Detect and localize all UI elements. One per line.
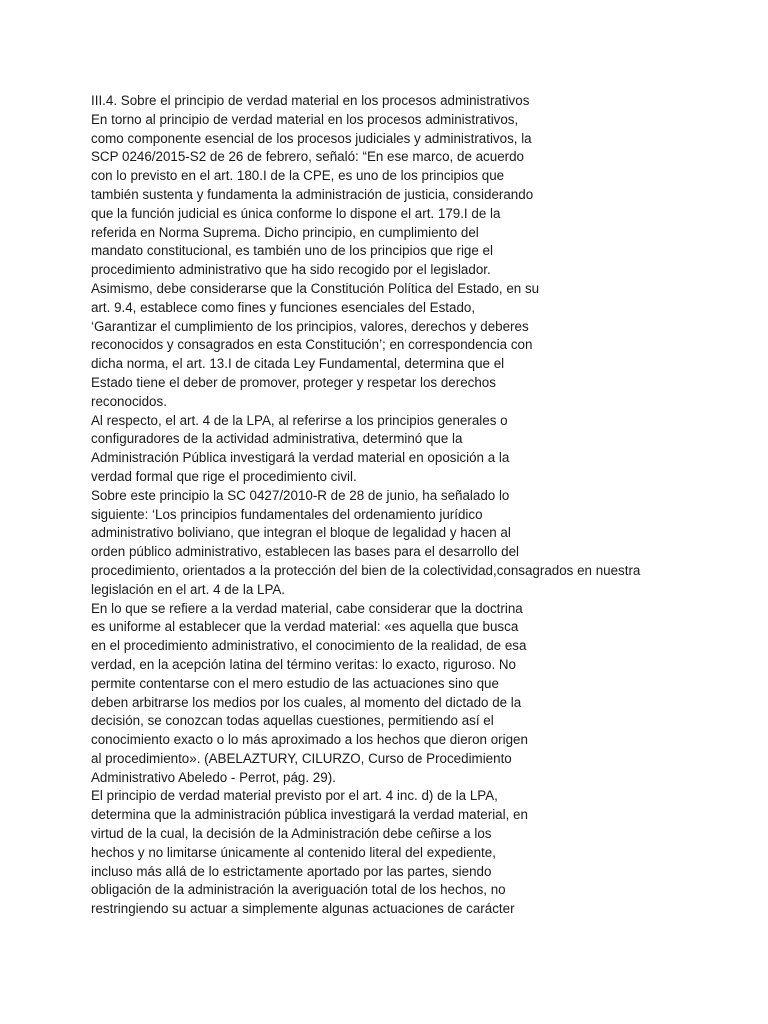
text-line: permite contentarse con el mero estudio de las actuaciones sino que	[91, 675, 499, 691]
text-line: El principio de verdad material previsto por el art. 4 inc. d) de la LPA,	[91, 788, 498, 804]
text-line: siguiente: ‘Los principios fundamentales del ordenamiento jurídico	[91, 506, 483, 522]
text-line: Estado tiene el deber de promover, proteger y respetar los derechos	[91, 374, 496, 390]
text-line: también sustenta y fundamenta la administración de justicia, considerando	[91, 186, 534, 202]
text-line: verdad formal que rige el procedimiento civil.	[91, 468, 357, 484]
text-line: reconocidos.	[91, 393, 167, 409]
text-line: verdad, en la acepción latina del término veritas: lo exacto, riguroso. No	[91, 656, 517, 672]
text-line: Administrativo Abeledo - Perrot, pág. 29).	[91, 769, 336, 785]
text-line: configuradores de la actividad administrativa, determinó que la	[91, 431, 463, 447]
text-line: virtud de la cual, la decisión de la Administración debe ceñirse a los	[91, 826, 492, 842]
text-line: dicha norma, el art. 13.I de citada Ley Fundamental, determina que el	[91, 356, 505, 372]
text-line: restringiendo su actuar a simplemente algunas actuaciones de carácter	[91, 901, 515, 917]
text-line: conocimiento exacto o lo más aproximado a los hechos que dieron origen	[91, 732, 528, 748]
text-line: administrativo boliviano, que integran el bloque de legalidad y hacen al	[91, 525, 511, 541]
text-line: III.4. Sobre el principio de verdad material en los procesos administrativos	[91, 93, 530, 108]
text-line: Administración Pública investigará la verdad material en oposición a la	[91, 450, 510, 466]
text-line: SCP 0246/2015-S2 de 26 de febrero, señaló: “En ese marco, de acuerdo	[91, 149, 524, 165]
text-line: en el procedimiento administrativo, el conocimiento de la realidad, de esa	[91, 638, 527, 654]
document-body	[91, 92, 761, 919]
text-line: como componente esencial de los procesos judiciales y administrativos, la	[91, 130, 532, 146]
text-line: Sobre este principio la SC 0427/2010-R de 28 de junio, ha señalado lo	[91, 487, 510, 503]
text-line: ‘Garantizar el cumplimiento de los principios, valores, derechos y deberes	[91, 318, 529, 334]
text-line: procedimiento administrativo que ha sido recogido por el legislador.	[91, 262, 491, 278]
text-line: legislación en el art. 4 de la LPA.	[91, 581, 286, 597]
text-line: decisión, se conozcan todas aquellas cuestiones, permitiendo así el	[91, 713, 494, 729]
text-line: mandato constitucional, es también uno de los principios que rige el	[91, 243, 493, 259]
text-line: En torno al principio de verdad material en los procesos administrativos,	[91, 111, 519, 127]
text-line: con lo previsto en el art. 180.I de la CPE, es uno de los principios que	[91, 168, 505, 184]
text-line: incluso más allá de lo estrictamente aportado por las partes, siendo	[91, 863, 492, 879]
text-line: Al respecto, el art. 4 de la LPA, al referirse a los principios generales o	[91, 412, 508, 428]
text-line: En lo que se refiere a la verdad material, cabe considerar que la doctrina	[91, 600, 523, 616]
text-line: referida en Norma Suprema. Dicho principio, en cumplimiento del	[91, 224, 479, 240]
text-line: hechos y no limitarse únicamente al contenido literal del expediente,	[91, 844, 496, 860]
text-line: que la función judicial es única conforme lo dispone el art. 179.I de la	[91, 205, 501, 221]
text-line: determina que la administración pública investigará la verdad material, en	[91, 807, 528, 823]
text-line: obligación de la administración la averiguación total de los hechos, no	[91, 882, 506, 898]
text-line: al procedimiento». (ABELAZTURY, CILURZO, Curso de Procedimiento	[91, 750, 512, 766]
text-line: orden público administrativo, establecen las bases para el desarrollo del	[91, 544, 520, 560]
text-line: reconocidos y consagrados en esta Constitución’; en correspondencia con	[91, 337, 533, 353]
text-line: deben arbitrarse los medios por los cuales, al momento del dictado de la	[91, 694, 522, 710]
text-line: Asimismo, debe considerarse que la Constitución Política del Estado, en su	[91, 280, 540, 296]
text-line: es uniforme al establecer que la verdad material: «es aquella que busca	[91, 619, 519, 635]
text-line: art. 9.4, establece como fines y funciones esenciales del Estado,	[91, 299, 476, 315]
text-line: procedimiento, orientados a la protección del bien de la colectividad,consagrados en nuestra	[91, 562, 641, 578]
